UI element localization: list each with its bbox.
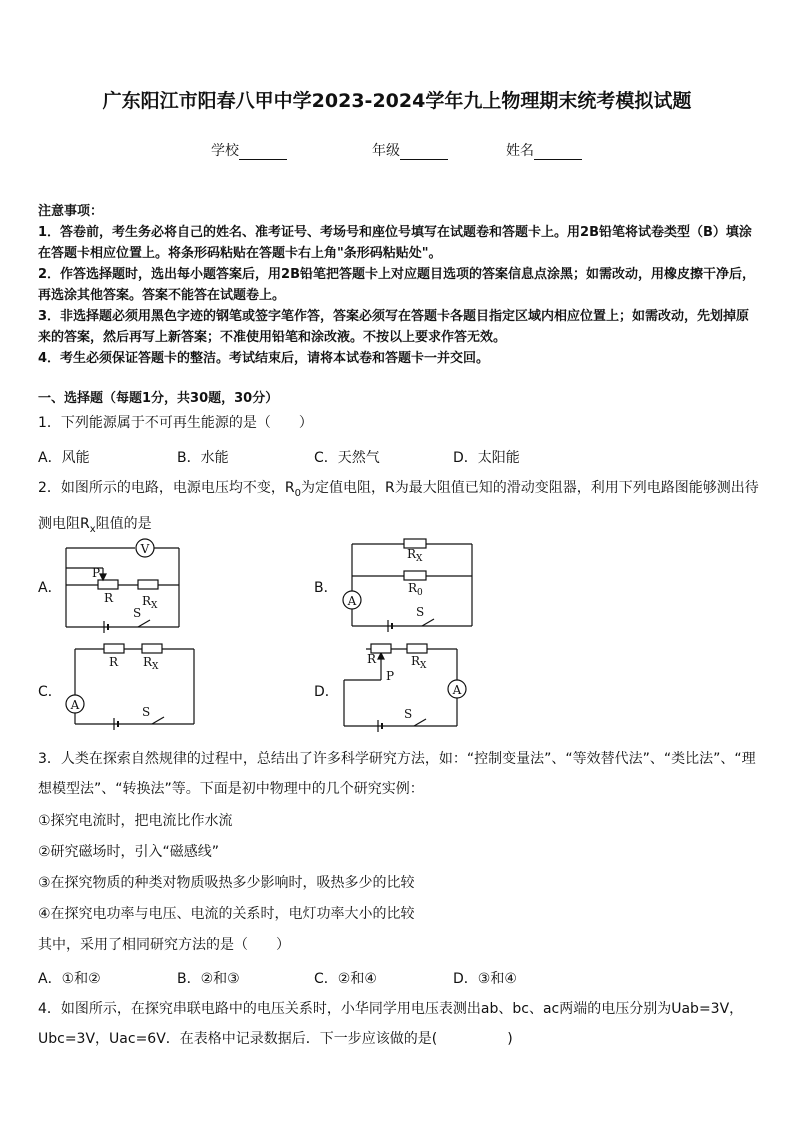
r-label: R xyxy=(104,591,114,605)
switch-label: S xyxy=(133,606,142,620)
rx-sub: X xyxy=(152,662,159,672)
page-title: 广东阳江市阳春八甲中学2023-2024学年九上物理期末统考模拟试题 xyxy=(102,90,692,112)
ammeter-label: A xyxy=(452,683,462,697)
q1-option-c[interactable]: C．天然气 xyxy=(314,450,380,466)
school-blank xyxy=(239,145,287,160)
q3-item-3: ③在探究物质的种类对物质吸热多少影响时，吸热多少的比较 xyxy=(38,875,415,891)
q2-option-b[interactable]: B． xyxy=(314,580,338,596)
rheostat-r xyxy=(98,580,118,589)
rx-label: R xyxy=(142,594,152,608)
q1-option-b[interactable]: B．水能 xyxy=(177,450,229,466)
r0-label: R xyxy=(408,581,418,595)
ammeter-label: A xyxy=(347,594,357,608)
grade-blank xyxy=(400,145,448,160)
rx-label: R xyxy=(407,547,417,561)
q2-option-a[interactable]: A． xyxy=(38,580,62,596)
resistor-rx xyxy=(138,580,158,589)
question-3-stem: 3．人类在探索自然规律的过程中，总结出了许多科学研究方法，如：“控制变量法”、“等效替代法”、“类比法”、“理想模型法”、“转换法”等。下面是初中物理中的几个研究实例： xyxy=(38,751,756,797)
rx-label: R xyxy=(411,654,421,668)
rx-label: R xyxy=(143,655,153,669)
q3-option-c[interactable]: C．②和④ xyxy=(314,971,377,987)
name-field xyxy=(506,140,582,160)
notice-item-2: 2．作答选择题时，选出每小题答案后，用2B铅笔把答题卡上对应题目选项的答案信息点涂黑；如需改动，用橡皮擦干净后，再选涂其他答案。答案不能答在试题卷上。 xyxy=(38,267,756,303)
ammeter-label: A xyxy=(70,698,80,712)
grade-field xyxy=(372,140,448,160)
circuit-a xyxy=(66,539,179,633)
svg-text:RX xyxy=(143,655,159,672)
section-heading: 一、选择题（每题1分，共30题，30分） xyxy=(38,391,279,406)
q2-circuit-diagrams xyxy=(0,530,794,740)
slider-p-label: P xyxy=(386,669,395,683)
svg-text:R0 xyxy=(408,581,423,598)
circuit-c xyxy=(66,644,194,730)
circuit-b xyxy=(343,539,472,632)
svg-text:RX xyxy=(407,547,423,564)
question-4-stem: 4．如图所示，在探究串联电路中的电压关系时，小华同学用电压表测出ab、bc、ac两端的电压分别为Uab=3V，Ubc=3V，Uac=6V．在表格中记录数据后．下一步应该做的是( ) xyxy=(38,1001,744,1047)
q2-stem-part-b: 为定值电阻，R为最大阻值已知的滑动变阻器，利用下列电路图能够测出待测电阻R xyxy=(38,480,759,532)
school-label: 学校 xyxy=(211,143,239,159)
svg-text:RX xyxy=(142,594,158,611)
q3-option-b[interactable]: B．②和③ xyxy=(177,971,240,987)
q2-sub-x: x xyxy=(89,523,96,535)
q3-ask: 其中，采用了相同研究方法的是（ ） xyxy=(38,937,290,953)
svg-text:RX xyxy=(411,654,427,671)
rheostat-r xyxy=(104,644,124,653)
circuit-d xyxy=(344,644,466,732)
notice-item-3: 3．非选择题必须用黑色字迹的钢笔或签字笔作答，答案必须写在答题卡各题目指定区域内相应位置上；如需改动，先划掉原来的答案，然后再写上新答案；不准使用铅笔和涂改液。不按以上要求作答无效。 xyxy=(38,309,750,345)
q1-option-a[interactable]: A．风能 xyxy=(38,450,90,466)
notice-item-4: 4．考生必须保证答题卡的整洁。考试结束后，请将本试卷和答题卡一并交回。 xyxy=(38,351,490,366)
rx-sub: X xyxy=(416,554,423,564)
slider-p-label: P xyxy=(92,566,101,580)
question-1-stem: 1．下列能源属于不可再生能源的是（ ） xyxy=(38,415,313,431)
school-field xyxy=(211,140,287,160)
notice-heading: 注意事项： xyxy=(38,204,104,219)
switch-label: S xyxy=(142,705,151,719)
grade-label: 年级 xyxy=(372,143,400,159)
q3-item-1: ①探究电流时，把电流比作水流 xyxy=(38,813,233,829)
voltmeter-label: V xyxy=(140,542,150,556)
q3-item-2: ②研究磁场时，引入“磁感线” xyxy=(38,844,220,860)
q2-option-d[interactable]: D． xyxy=(314,684,339,700)
q2-sub-0: 0 xyxy=(294,487,302,499)
name-label: 姓名 xyxy=(506,143,534,159)
q2-stem-part-c: 阻值的是 xyxy=(95,515,152,532)
q3-item-4: ④在探究电功率与电压、电流的关系时，电灯功率大小的比较 xyxy=(38,906,415,922)
switch-label: S xyxy=(404,707,413,721)
r-label: R xyxy=(367,652,377,666)
r0-sub: 0 xyxy=(417,588,423,598)
resistor-rx xyxy=(407,644,427,653)
notice-item-1: 1．答卷前，考生务必将自己的姓名、准考证号、考场号和座位号填写在试题卷和答题卡上。用2B铅笔将试卷类型（B）填涂在答题卡相应位置上。将条形码粘贴在答题卡右上角"条形码粘贴处"。 xyxy=(38,225,752,261)
name-blank xyxy=(534,145,582,160)
q2-stem-part-a: 2．如图所示的电路，电源电压均不变，R xyxy=(38,480,295,496)
rx-sub: X xyxy=(151,601,158,611)
switch-label: S xyxy=(416,605,425,619)
resistor-r0 xyxy=(404,571,426,580)
q3-option-d[interactable]: D．③和④ xyxy=(453,971,517,987)
q1-option-d[interactable]: D．太阳能 xyxy=(453,450,520,466)
r-label: R xyxy=(109,655,119,669)
q2-option-c[interactable]: C． xyxy=(38,684,62,700)
q3-option-a[interactable]: A．①和② xyxy=(38,971,101,987)
rx-sub: X xyxy=(420,661,427,671)
resistor-rx xyxy=(142,644,162,653)
